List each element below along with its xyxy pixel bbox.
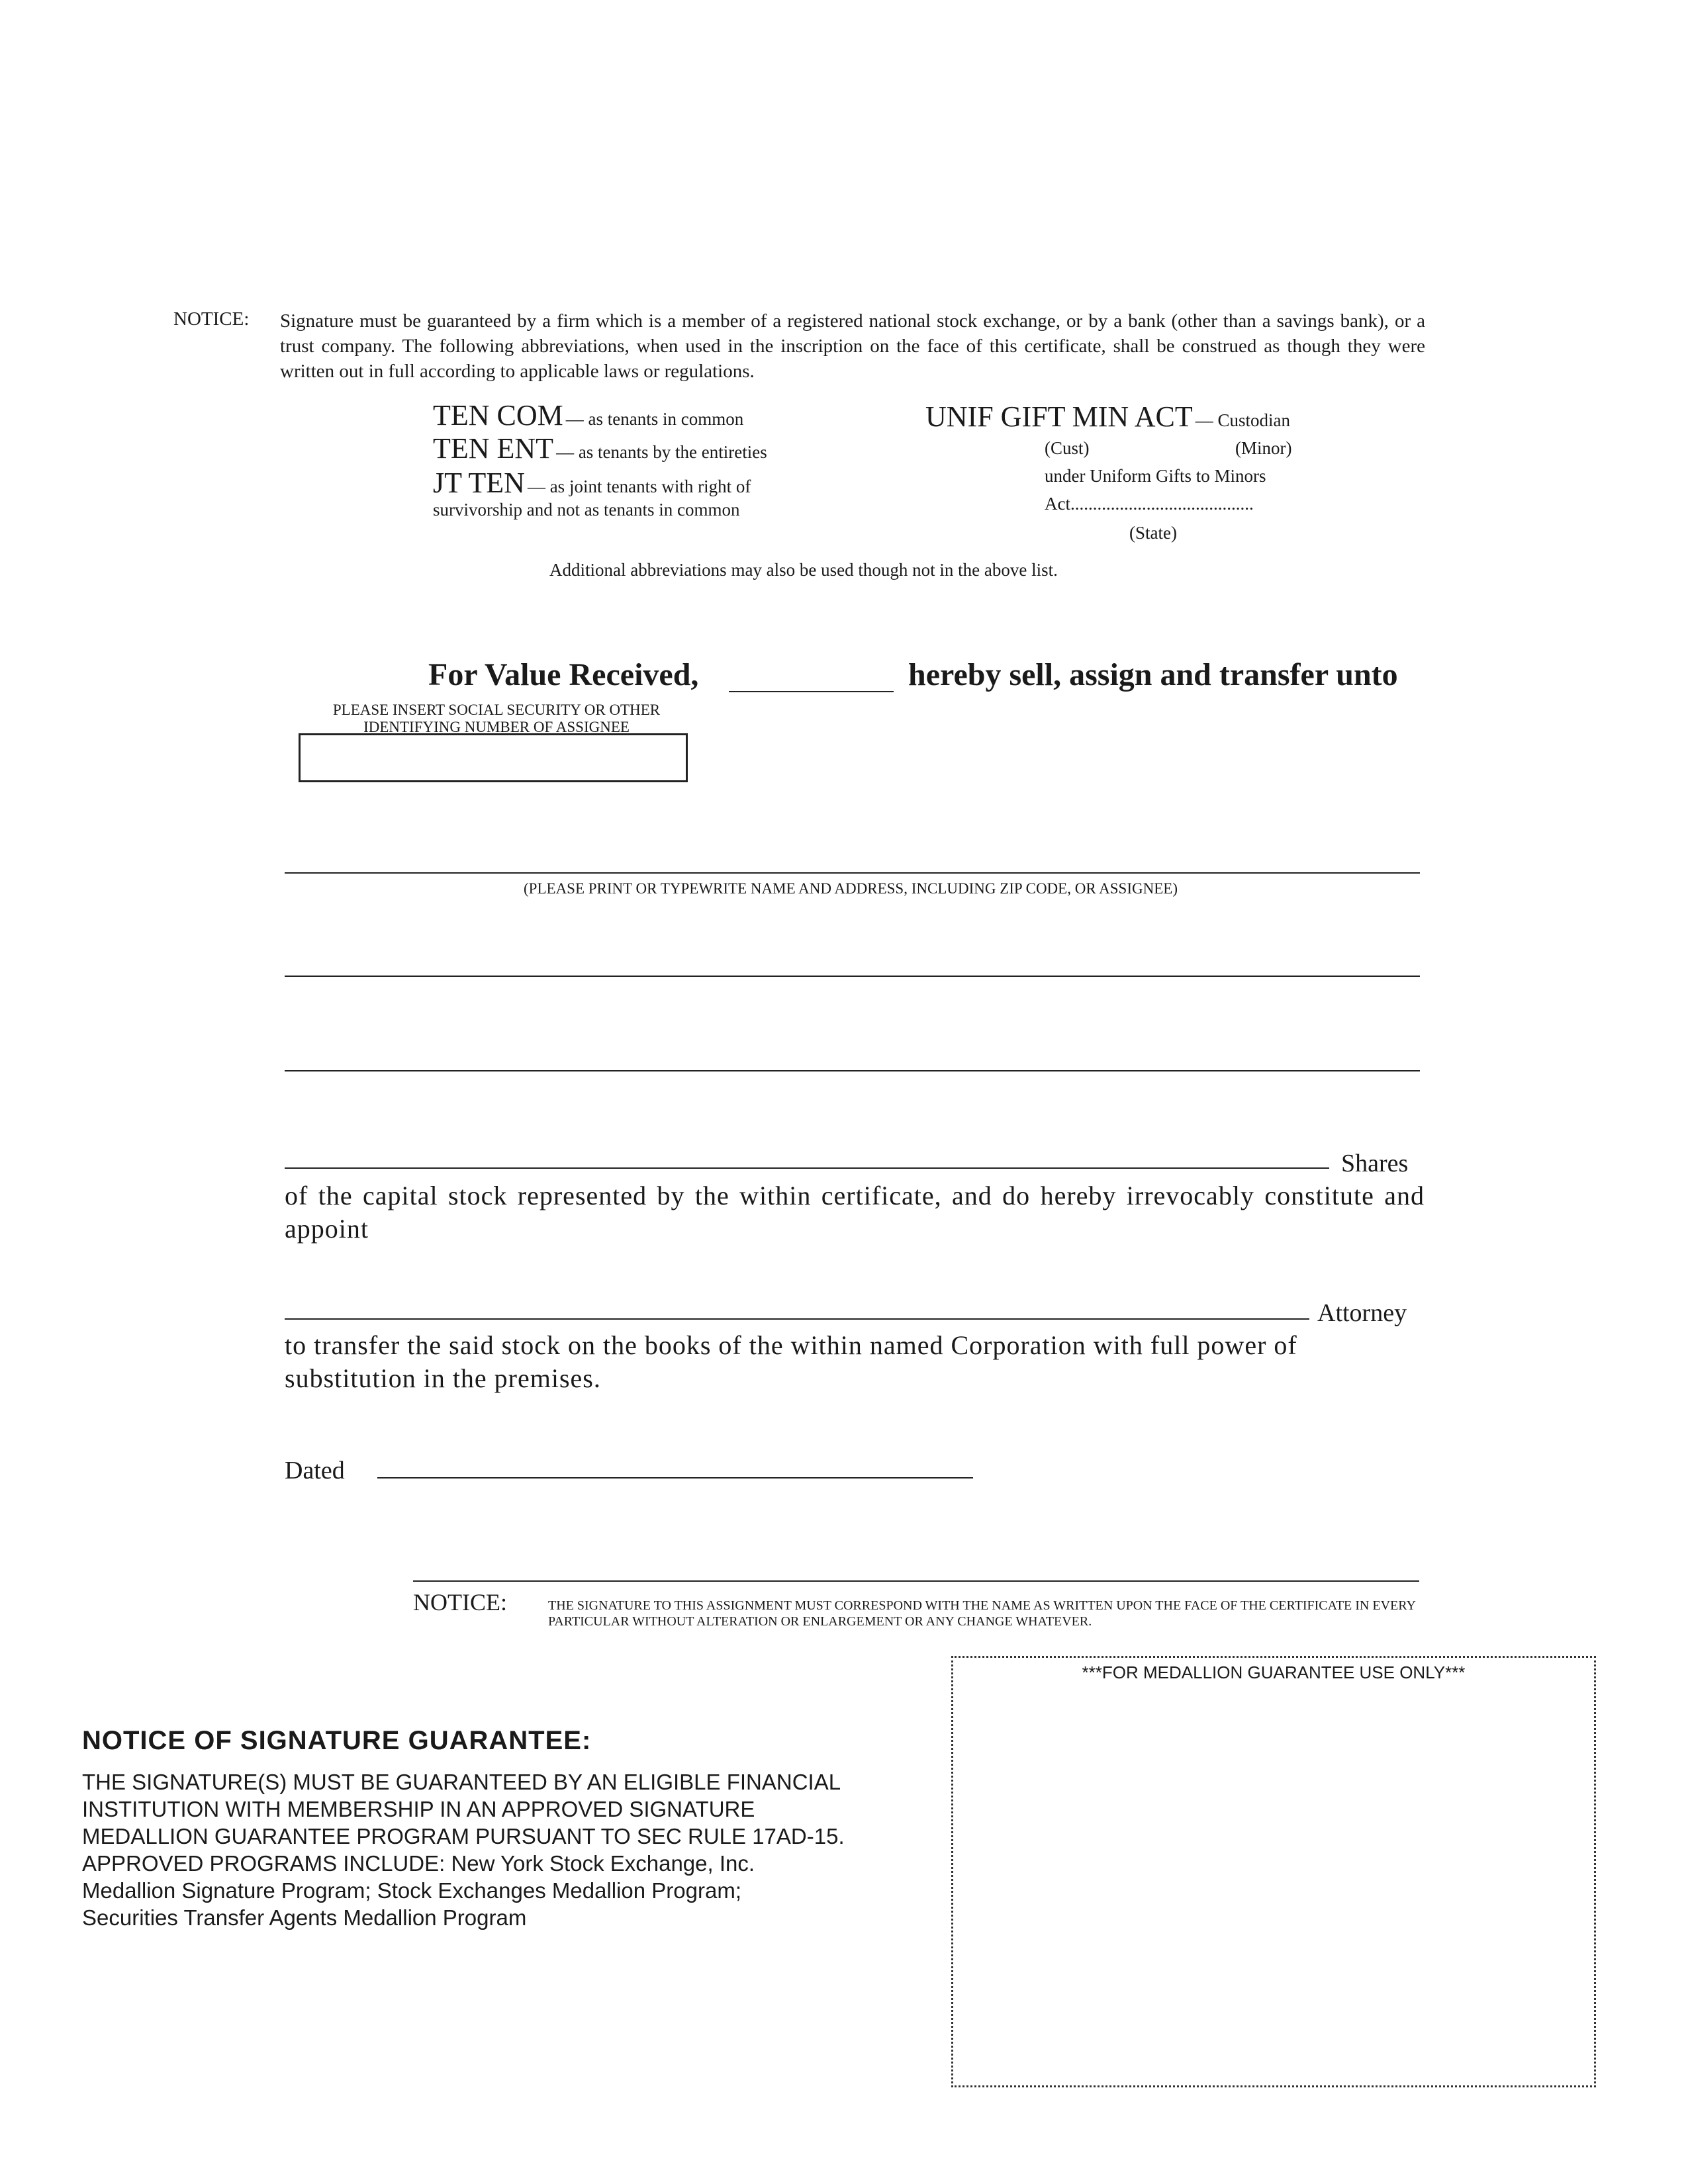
notice2-label: NOTICE: xyxy=(413,1589,507,1615)
transfer-unto-text: hereby sell, assign and transfer unto xyxy=(908,657,1398,692)
assignee-name-caption: (PLEASE PRINT OR TYPEWRITE NAME AND ADDRESS, INCLUDING ZIP CODE, OR ASSIGNEE) xyxy=(524,880,1178,897)
abbr-ten-ent xyxy=(433,432,767,465)
abbr-act: Act......................................... xyxy=(1045,494,1254,514)
assignee-address-line-2[interactable] xyxy=(285,1070,1420,1071)
approved-programs-label: APPROVED PROGRAMS INCLUDE: xyxy=(82,1851,445,1876)
ssn-input-box[interactable] xyxy=(299,733,688,782)
signature-guarantee-text xyxy=(82,1768,943,1931)
notice2-text: THE SIGNATURE TO THIS ASSIGNMENT MUST CORRESPOND WITH THE NAME AS WRITTEN UPON THE FACE OF THE CERTIFICATE IN EVERY PARTICULAR WITHOUT ALTERATION OR ENLARGEMENT OR ANY CHANGE WHATEVER. xyxy=(548,1598,1416,1629)
attorney-label: Attorney xyxy=(1317,1299,1407,1327)
dated-blank-line[interactable] xyxy=(377,1477,973,1479)
notice-label: NOTICE: xyxy=(173,308,250,330)
shares-blank-line[interactable] xyxy=(285,1167,1329,1169)
signature-guarantee-title: NOTICE OF SIGNATURE GUARANTEE: xyxy=(82,1726,592,1755)
assignee-name-line[interactable] xyxy=(285,872,1420,874)
ssn-label: PLEASE INSERT SOCIAL SECURITY OR OTHER IDENTIFYING NUMBER OF ASSIGNEE xyxy=(332,702,661,735)
abbr-code: TEN COM xyxy=(433,399,563,432)
medallion-guarantee-box[interactable] xyxy=(951,1656,1596,2087)
abbr-meaning: — as tenants by the entireties xyxy=(556,442,767,462)
abbr-code: TEN ENT xyxy=(433,432,554,465)
abbr-meaning: — as joint tenants with right of xyxy=(527,477,751,496)
abbr-jt-ten-line2: survivorship and not as tenants in common xyxy=(433,500,740,520)
abbr-ten-com xyxy=(433,398,743,432)
transfer-text: to transfer the said stock on the books of the within named Corporation with full power of substitution in the premises. xyxy=(285,1330,1297,1393)
abbr-minor: (Minor) xyxy=(1235,438,1292,458)
abbr-unif-gift xyxy=(925,400,1290,433)
shares-label: Shares xyxy=(1341,1150,1409,1177)
abbr-code: JT TEN xyxy=(433,467,525,499)
assignee-address-line-1[interactable] xyxy=(285,976,1420,977)
abbr-meaning: — Custodian xyxy=(1195,410,1291,430)
abbr-code: UNIF GIFT MIN ACT xyxy=(925,400,1193,433)
capital-stock-text: of the capital stock represented by the within certificate, and do hereby irrevocably constitute and appoint xyxy=(285,1181,1425,1244)
signature-guarantee-line xyxy=(82,1850,943,1877)
abbr-under: under Uniform Gifts to Minors xyxy=(1045,466,1266,486)
signature-guarantee-line: THE SIGNATURE(S) MUST BE GUARANTEED BY AN ELIGIBLE FINANCIAL xyxy=(82,1770,841,1794)
signature-guarantee-line: INSTITUTION WITH MEMBERSHIP IN AN APPROVED SIGNATURE xyxy=(82,1797,755,1821)
abbr-additional: Additional abbreviations may also be used though not in the above list. xyxy=(549,560,1058,580)
signature-guarantee-line: MEDALLION GUARANTEE PROGRAM PURSUANT TO SEC RULE 17AD-15. xyxy=(82,1824,845,1848)
medallion-guarantee-label: ***FOR MEDALLION GUARANTEE USE ONLY*** xyxy=(1082,1662,1466,1682)
signature-line[interactable] xyxy=(413,1580,1419,1582)
signature-guarantee-line: Medallion Signature Program; Stock Exchanges Medallion Program; xyxy=(82,1878,741,1903)
attorney-blank-line[interactable] xyxy=(285,1318,1309,1320)
abbr-meaning: — as tenants in common xyxy=(565,409,744,429)
signature-guarantee-line: Securities Transfer Agents Medallion Program xyxy=(82,1905,527,1930)
for-value-received: For Value Received, xyxy=(428,657,699,692)
abbr-jt-ten xyxy=(433,466,751,500)
dated-label: Dated xyxy=(285,1457,345,1484)
abbr-cust: (Cust) xyxy=(1045,438,1090,458)
assignor-blank-line[interactable] xyxy=(729,691,894,692)
approved-programs-first: New York Stock Exchange, Inc. xyxy=(451,1851,755,1876)
notice-text: Signature must be guaranteed by a firm which is a member of a registered national stock exchange, or by a bank (other than a savings bank), or a trust company. The following abbreviations, when used in the inscription on the face of this certificate, shall be construed as though they were written out in full according to applicable laws or regulations. xyxy=(280,310,1425,382)
abbr-state: (State) xyxy=(1129,523,1177,543)
